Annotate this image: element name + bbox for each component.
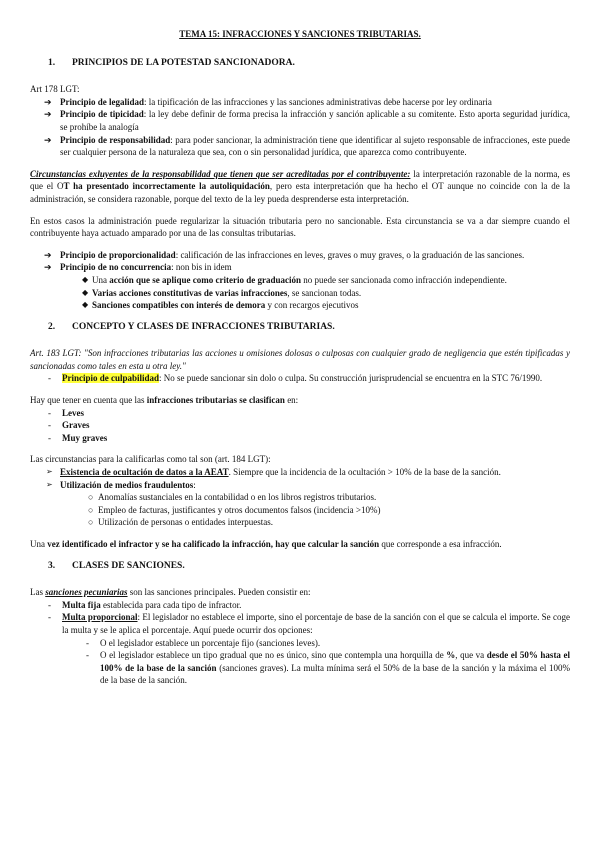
diamond-bullet-icon: ◆ xyxy=(82,287,89,297)
list-item: ➔ Principio de legalidad: la tipificación de las infracciones y las sanciones administrativas debe hacerse por ley ordinaria xyxy=(30,96,570,109)
paragraph: Una vez identificado el infractor y se ha calificado la infracción, hay que calcular la sanción que corresponde a esa infracción. xyxy=(30,539,502,549)
section-2-heading xyxy=(30,321,570,334)
section-1-heading xyxy=(30,57,570,70)
list-item: ➢ Utilización de medios fraudulentos: xyxy=(30,479,570,492)
list-item: - Graves xyxy=(30,419,570,432)
article-quote: Art. 183 LGT: "Son infracciones tributarias las acciones u omisiones dolosas o culposas con cualquier grado de negligencia que estén tipificadas y sancionadas como tales en esta u otra ley." xyxy=(30,348,570,371)
paragraph: Hay que tener en cuenta que las infracciones tributarias se clasifican en: xyxy=(30,395,299,406)
list-item: - O el legislador establece un tipo gradual que no es único, sino que contempla una horquilla de %, que va desde el 50% hasta el 100% de la base de la sanción (sanciones graves). La multa mínima será el 50% de la base de la sanción y la máxima el 100% de la base de la sanción. xyxy=(30,649,570,687)
list-item: - Multa fija establecida para cada tipo de infractor. xyxy=(30,599,570,612)
dash-bullet: - xyxy=(48,407,51,418)
arrow-bullet-icon: ➔ xyxy=(44,262,52,273)
list-item: ➔ Principio de no concurrencia: non bis in idem xyxy=(30,261,570,274)
dash-bullet: - xyxy=(86,650,89,661)
arrow-bullet-icon: ➔ xyxy=(44,134,52,145)
document-title: TEMA 15: INFRACCIONES Y SANCIONES TRIBUTARIAS. xyxy=(179,29,421,39)
section-title: CLASES DE SANCIONES. xyxy=(72,560,185,571)
list-item: - O el legislador establece un porcentaje fijo (sanciones leves). xyxy=(30,637,570,650)
dash-bullet: - xyxy=(48,432,51,443)
list-item: ○ Utilización de personas o entidades interpuestas. xyxy=(30,516,570,529)
triangle-bullet-icon: ➢ xyxy=(46,479,53,489)
circle-bullet-icon: ○ xyxy=(88,517,94,528)
paragraph: Circunstancias exluyentes de la responsabilidad que tienen que ser acreditadas por el contribuyente: la interpretación razonable de la norma, es que el OT ha presentado incorrectamente la autoliquidación, pero esta interpretación que ha hecho el OT aunque no coincide con la de la administración, se considera razonable, porque del texto de la ley pueda desprenderse esta interpretación. xyxy=(30,168,570,204)
list-item: - Multa proporcional: El legislador no establece el importe, sino el porcentaje de base de la sanción con el que se calcula el importe. Se coge la multa y se le aplica el porcentaje. Aquí puede ocurrir dos opciones: xyxy=(30,611,570,636)
list-item: ○ Empleo de facturas, justificantes y otros documentos falsos (incidencia >10%) xyxy=(30,504,570,517)
section-title: PRINCIPIOS DE LA POTESTAD SANCIONADORA. xyxy=(72,57,295,68)
article-reference: Art 178 LGT: xyxy=(30,84,80,95)
list-item: - Leves xyxy=(30,407,570,420)
section-number: 3. xyxy=(48,560,56,571)
arrow-bullet-icon: ➔ xyxy=(44,249,52,260)
dash-bullet: - xyxy=(48,420,51,431)
list-item: - Principio de culpabilidad: No se puede sancionar sin dolo o culpa. Su construcción jurisprudencial se encuentra en la STC 76/1990. xyxy=(30,372,570,385)
triangle-bullet-icon: ➢ xyxy=(46,467,53,477)
list-item: ➔ Principio de tipicidad: la ley debe definir de forma precisa la infracción y sanción aplicable a su comitente. Esto aporta seguridad jurídica, se prohíbe la analogía xyxy=(30,108,570,133)
section-number: 1. xyxy=(48,57,56,68)
list-item: ➢ Existencia de ocultación de datos a la AEAT. Siempre que la incidencia de la ocultación > 10% de la base de la sanción. xyxy=(30,466,570,479)
diamond-bullet-icon: ◆ xyxy=(82,274,89,284)
paragraph: Las sanciones pecuniarias son las sanciones principales. Pueden consistir en: xyxy=(30,587,311,598)
list-item: ➔ Principio de proporcionalidad: calificación de las infracciones en leves, graves o muy graves, o la graduación de las sanciones. xyxy=(30,249,570,262)
list-item: ○ Anomalías sustanciales en la contabilidad o en los libros registros tributarios. xyxy=(30,491,570,504)
list-item: ◆ Varias acciones constitutivas de varias infracciones, se sancionan todas. xyxy=(30,287,570,300)
paragraph: En estos casos la administración puede regularizar la situación tributaria pero no sancionable. Esta circunstancia se va a dar siempre cuando el contribuyente haya actuado amparado por una de las consultas tributarias. xyxy=(30,215,570,239)
circle-bullet-icon: ○ xyxy=(88,492,94,503)
section-title: CONCEPTO Y CLASES DE INFRACCIONES TRIBUTARIAS. xyxy=(72,321,335,332)
diamond-bullet-icon: ◆ xyxy=(82,300,89,310)
list-item: - Muy graves xyxy=(30,432,570,445)
section-3-heading xyxy=(30,560,570,573)
dash-bullet: - xyxy=(86,637,89,648)
section-number: 2. xyxy=(48,321,56,332)
list-item: ◆ Una acción que se aplique como criterio de graduación no puede ser sancionada como infracción independiente. xyxy=(30,274,570,287)
paragraph: Las circunstancias para la calificarlas como tal son (art. 184 LGT): xyxy=(30,454,271,465)
circle-bullet-icon: ○ xyxy=(88,504,94,515)
list-item: ◆ Sanciones compatibles con interés de demora y con recargos ejecutivos xyxy=(30,299,570,312)
arrow-bullet-icon: ➔ xyxy=(44,96,52,107)
dash-bullet: - xyxy=(48,599,51,610)
list-item: ➔ Principio de responsabilidad: para poder sancionar, la administración tiene que identificar al sujeto responsable de infracciones, este puede ser cualquier persona de la naturaleza que sea, con o sin personalidad jurídica, que aparezca como contribuyente. xyxy=(30,134,570,159)
dash-bullet: - xyxy=(48,373,51,384)
arrow-bullet-icon: ➔ xyxy=(44,109,52,120)
dash-bullet: - xyxy=(48,612,51,623)
